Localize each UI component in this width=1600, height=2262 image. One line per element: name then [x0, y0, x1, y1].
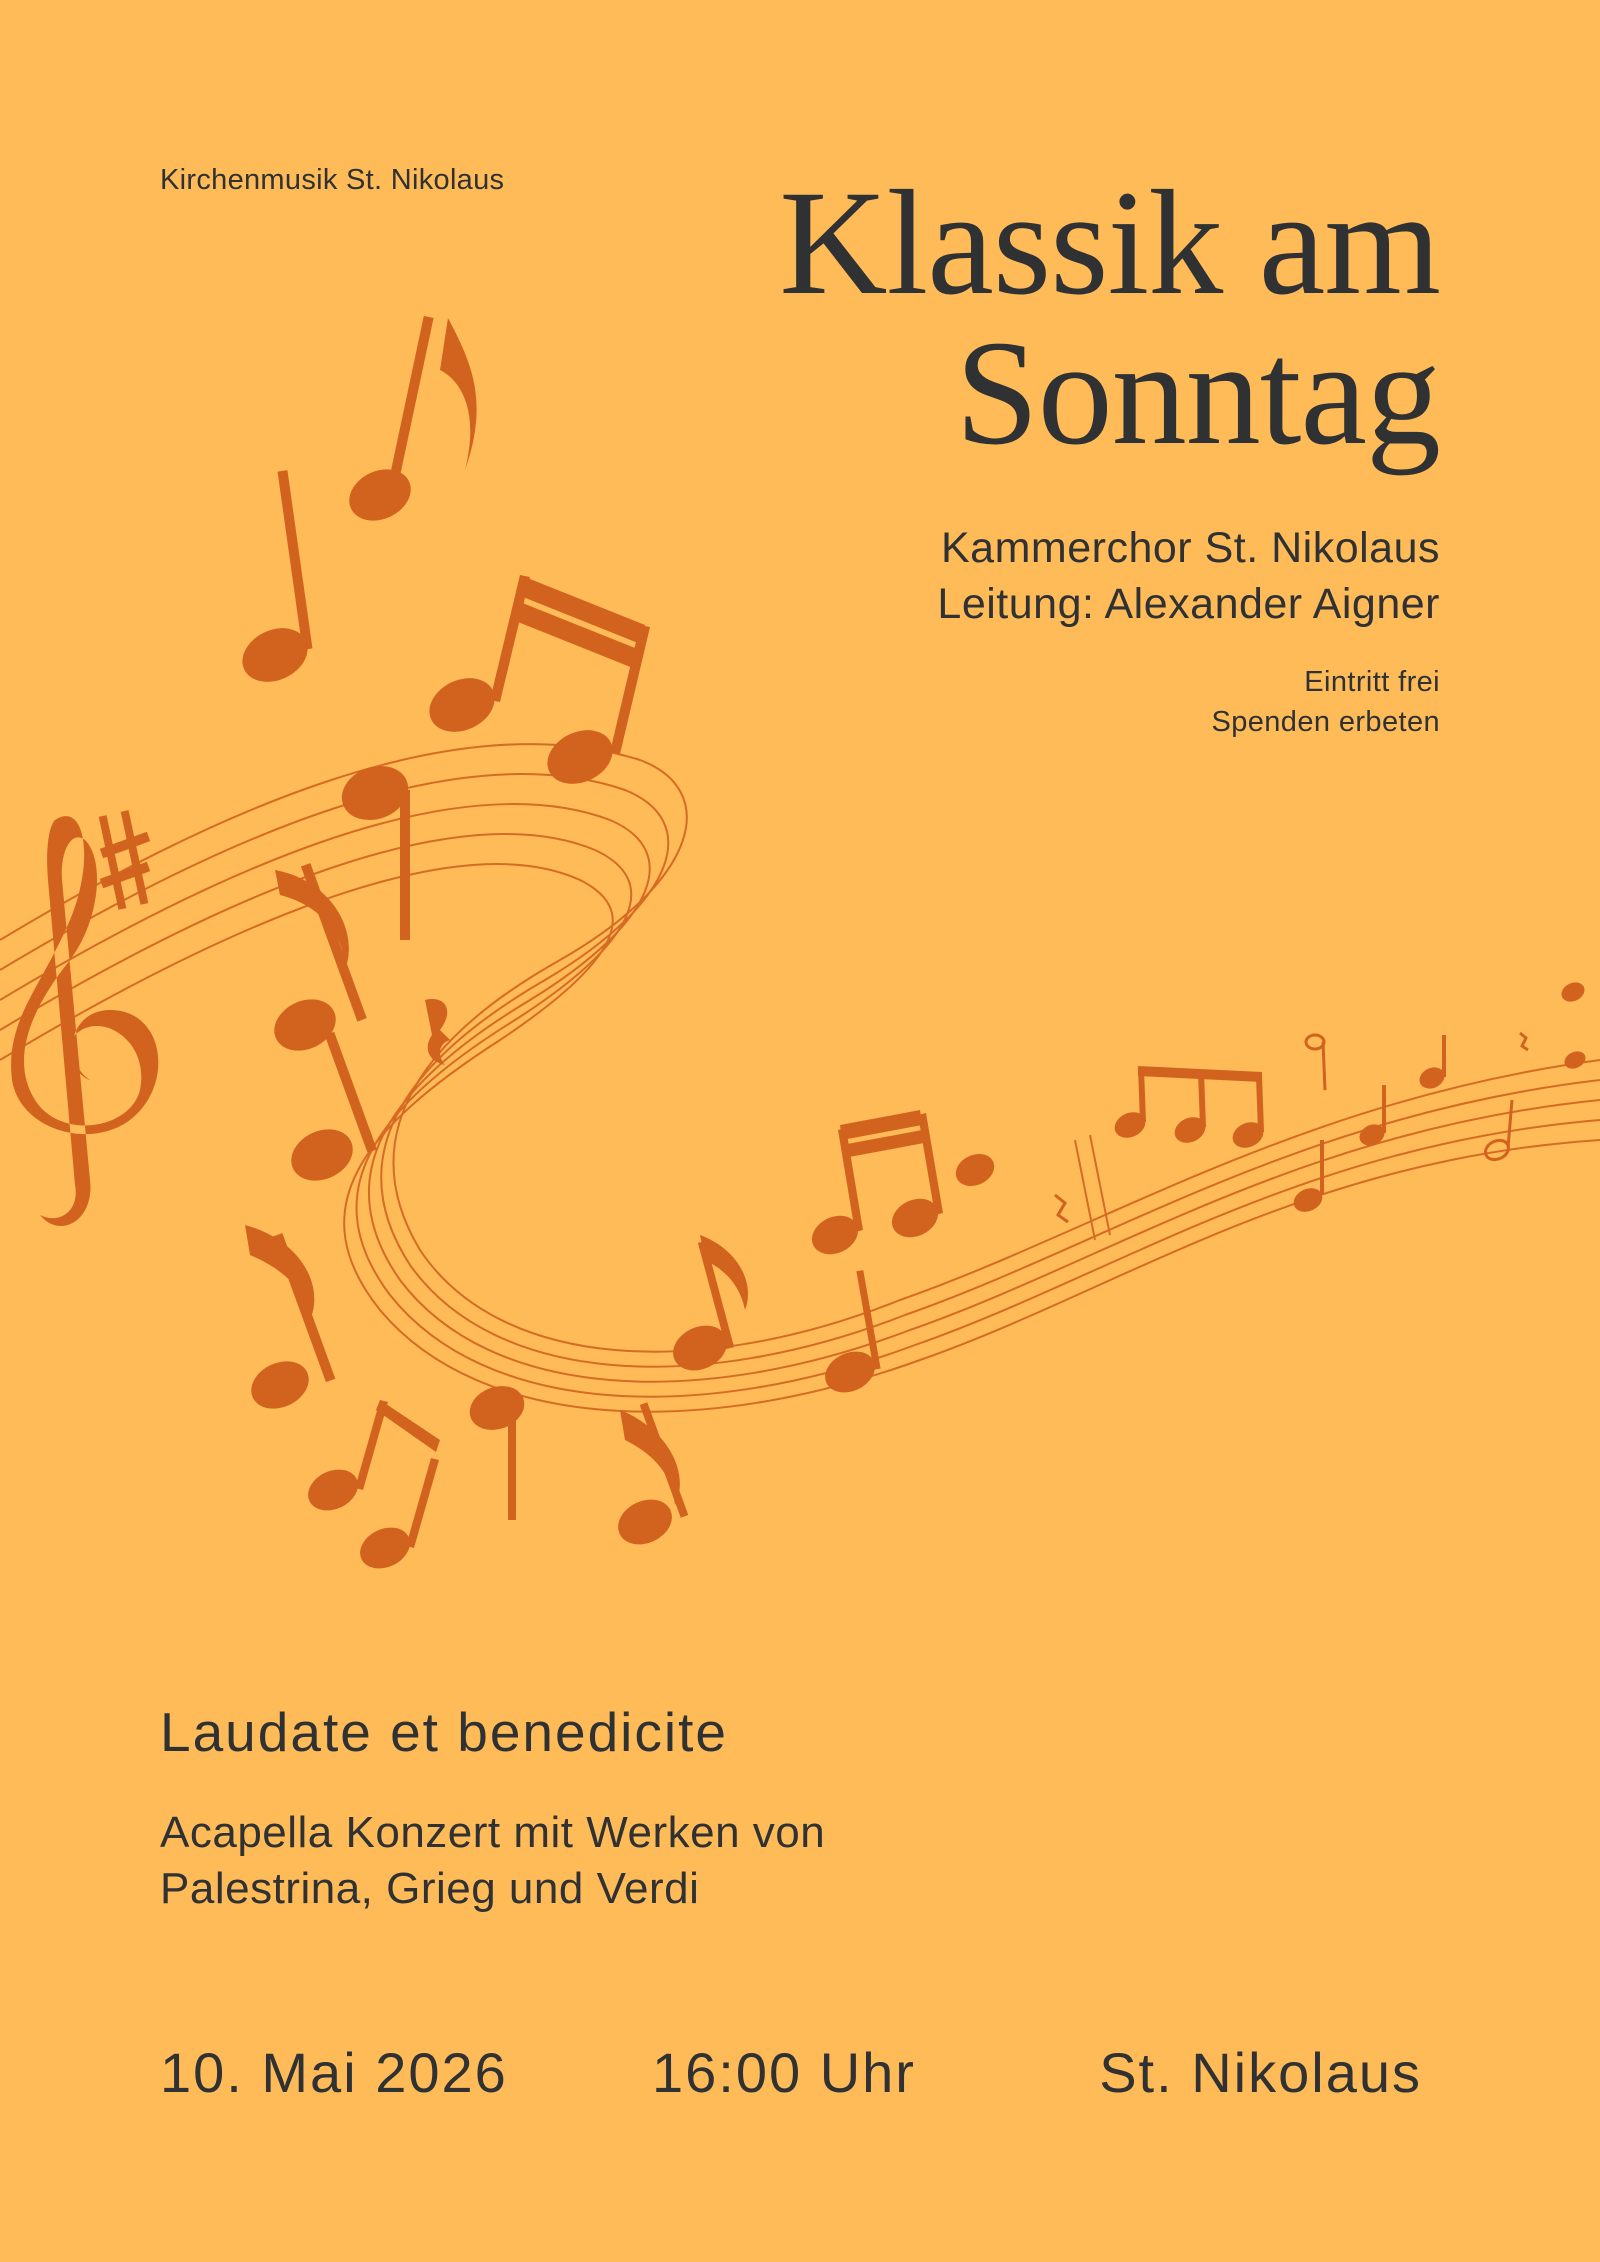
event-time: 16:00 Uhr [652, 2041, 916, 2104]
event-date: 10. Mai 2026 [160, 2041, 508, 2104]
title-line-2: Sonntag [955, 310, 1440, 476]
program-title: Laudate et benedicite [160, 1701, 728, 1763]
director-name: Leitung: Alexander Aigner [937, 580, 1440, 628]
admission-line-1: Eintritt frei [1304, 666, 1440, 698]
program-description-line-1: Acapella Konzert mit Werken von [160, 1808, 826, 1857]
music-notes-staff-icon [0, 300, 1600, 1600]
organizer-label: Kirchenmusik St. Nikolaus [160, 164, 505, 196]
program-description-line-2: Palestrina, Grieg und Verdi [160, 1864, 700, 1913]
admission-line-2: Spenden erbeten [1211, 706, 1440, 738]
title-line-1: Klassik am [779, 160, 1440, 326]
event-venue: St. Nikolaus [1099, 2041, 1422, 2104]
ensemble-name: Kammerchor St. Nikolaus [941, 524, 1440, 572]
program-description [160, 1805, 825, 1917]
